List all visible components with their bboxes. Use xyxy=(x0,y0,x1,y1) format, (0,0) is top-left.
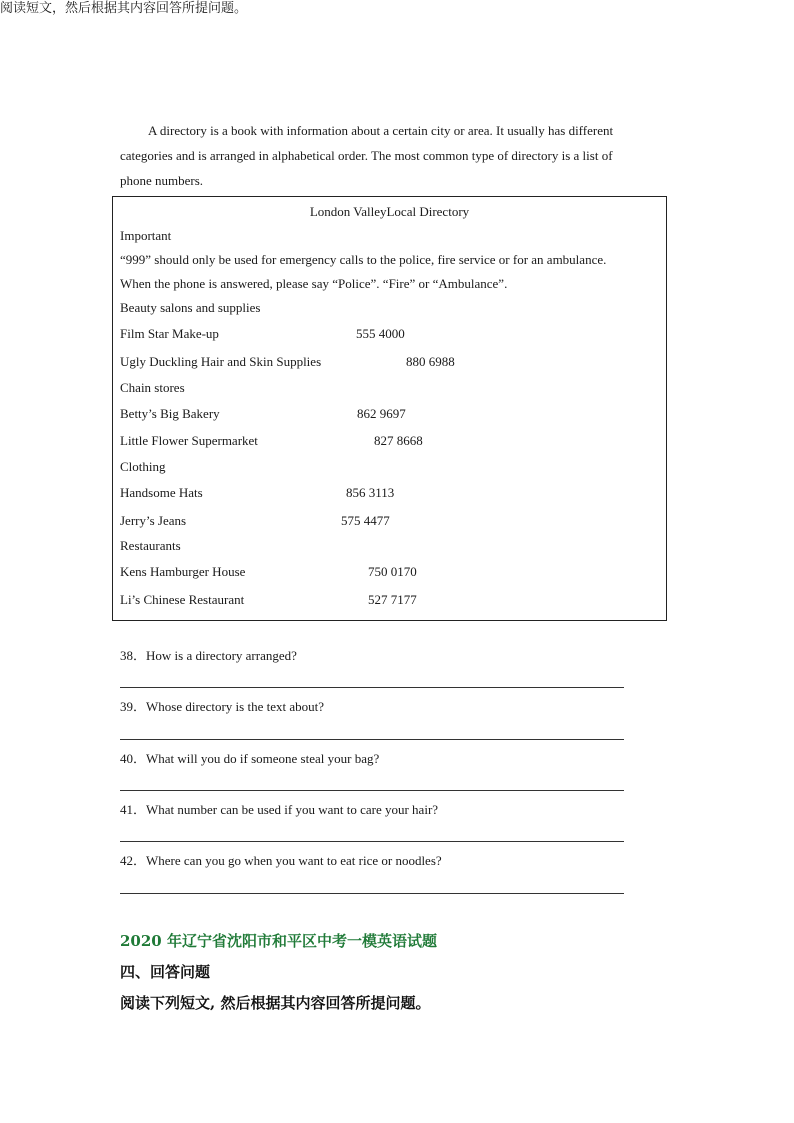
question-40 xyxy=(120,751,379,767)
directory-box xyxy=(112,196,667,621)
answer-line-39[interactable] xyxy=(120,739,624,740)
entry-phone: 856 3113 xyxy=(346,485,395,500)
question-39 xyxy=(120,699,324,715)
category-heading: Chain stores xyxy=(120,380,185,395)
passage-line-3: phone numbers. xyxy=(120,173,204,188)
intro-instruction: 阅读短文，然后根据其内容回答所提问题。 xyxy=(0,0,248,15)
entry-phone: 750 0170 xyxy=(368,564,417,579)
entry-name: Jerry’s Jeans xyxy=(120,513,187,528)
question-42 xyxy=(120,853,442,869)
passage-line-1: A directory is a book with information about a certain city or area. It usually has different xyxy=(148,123,614,138)
entry-phone: 880 6988 xyxy=(406,354,455,369)
important-line-1: “999” should only be used for emergency calls to the police, fire service or for an ambulance. xyxy=(120,252,607,267)
entry-name: Betty’s Big Bakery xyxy=(120,406,220,421)
question-text: What number can be used if you want to care your hair? xyxy=(146,802,439,817)
category-heading: Beauty salons and supplies xyxy=(120,300,261,315)
entry-name: Handsome Hats xyxy=(120,485,203,500)
answer-line-41[interactable] xyxy=(120,841,624,842)
entry-name: Li’s Chinese Restaurant xyxy=(120,592,245,607)
question-number: 39． xyxy=(120,699,147,714)
section-instruction: 阅读下列短文, 然后根据其内容回答所提问题。 xyxy=(120,994,431,1012)
answer-line-38[interactable] xyxy=(120,687,624,688)
entry-name: Kens Hamburger House xyxy=(120,564,246,579)
category-heading: Clothing xyxy=(120,459,166,474)
important-line-2: When the phone is answered, please say “Police”. “Fire” or “Ambulance”. xyxy=(120,276,508,291)
passage-line-2: categories and is arranged in alphabetical order. The most common type of directory is a list of xyxy=(120,148,613,163)
entry-name: Little Flower Supermarket xyxy=(120,433,258,448)
question-text: Where can you go when you want to eat rice or noodles? xyxy=(146,853,442,868)
category-heading: Restaurants xyxy=(120,538,181,553)
directory-title: London ValleyLocal Directory xyxy=(309,204,470,219)
entry-name: Ugly Duckling Hair and Skin Supplies xyxy=(120,354,322,369)
question-text: How is a directory arranged? xyxy=(146,648,297,663)
section-heading: 四、回答问题 xyxy=(120,963,211,981)
entry-phone: 862 9697 xyxy=(357,406,406,421)
question-number: 42． xyxy=(120,853,147,868)
question-text: Whose directory is the text about? xyxy=(146,699,324,714)
answer-line-42[interactable] xyxy=(120,893,624,894)
question-text: What will you do if someone steal your bag? xyxy=(146,751,380,766)
answer-line-40[interactable] xyxy=(120,790,624,791)
entry-phone: 827 8668 xyxy=(374,433,423,448)
section-title: 2020 年辽宁省沈阳市和平区中考一模英语试题 xyxy=(120,932,437,950)
question-number: 41． xyxy=(120,802,147,817)
question-41 xyxy=(120,802,438,818)
entry-phone: 555 4000 xyxy=(356,326,405,341)
entry-phone: 527 7177 xyxy=(368,592,417,607)
important-heading: Important xyxy=(120,228,172,243)
question-number: 38． xyxy=(120,648,147,663)
entry-name: Film Star Make-up xyxy=(120,326,219,341)
question-number: 40． xyxy=(120,751,147,766)
question-38 xyxy=(120,648,297,664)
entry-phone: 575 4477 xyxy=(341,513,390,528)
